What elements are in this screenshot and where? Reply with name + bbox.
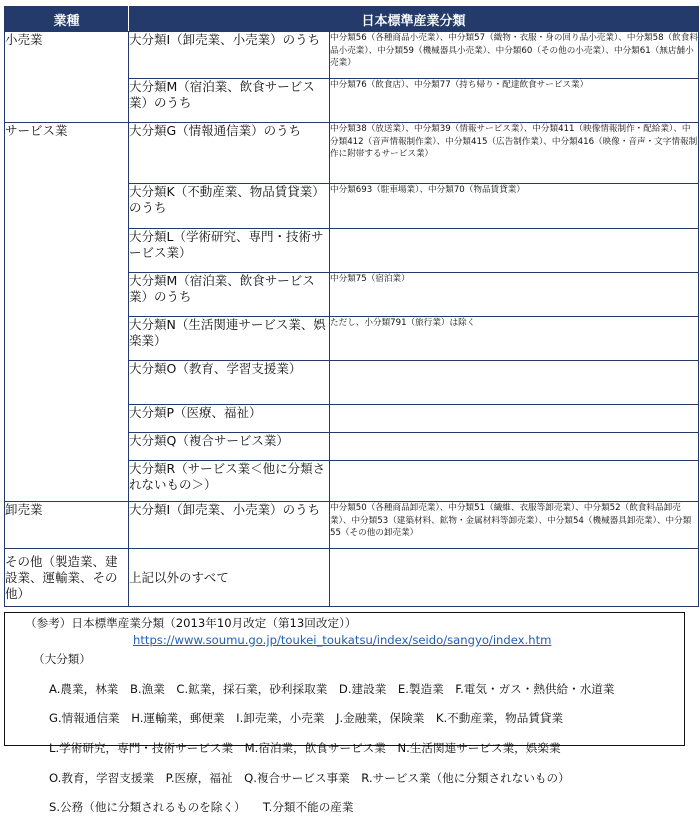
reference-title: （参考）日本標準産業分類（2013年10月改定（第13回改定）） — [25, 616, 357, 630]
major-class-cell: 大分類R（サービス業＜他に分類されないもの＞） — [129, 461, 330, 502]
mid-class-cell: ただし、小分類791（旅行業）は除く — [330, 317, 699, 361]
table-header-row — [5, 7, 699, 32]
industry-classification-table — [4, 6, 699, 607]
major-class-cell: 大分類N（生活関連サービス業、娯楽業） — [129, 317, 330, 361]
list-item: S.公務（他に分類されるものを除く） T.分類不能の産業 — [49, 800, 354, 815]
table-row — [5, 502, 699, 549]
mid-class-cell — [330, 229, 699, 273]
major-classification-heading: （大分類） — [33, 652, 91, 666]
major-class-cell: 大分類Q（複合サービス業） — [129, 433, 330, 461]
major-classification-list — [49, 667, 679, 830]
mid-class-cell: 中分類38（放送業）、中分類39（情報サービス業）、中分類411（映像情報制作・配給業）、中分類412（音声情報制作業）、中分類415（広告制作業）、中分類416（映像・音声・文字情報制作に附帯するサービス業） — [330, 123, 699, 184]
header-jsic: 日本標準産業分類 — [129, 7, 699, 32]
mid-class-cell — [330, 461, 699, 502]
mid-class-cell: 中分類75（宿泊業） — [330, 273, 699, 317]
category-retail: 小売業 — [5, 32, 129, 123]
major-class-cell: 大分類I（卸売業、小売業）のうち — [129, 32, 330, 79]
major-class-cell: 大分類M（宿泊業、飲食サービス業）のうち — [129, 79, 330, 123]
major-class-cell: 大分類K（不動産業、物品賃貸業）のうち — [129, 184, 330, 229]
major-class-cell: 大分類O（教育、学習支援業） — [129, 361, 330, 405]
mid-class-cell: 中分類50（各種商品卸売業）、中分類51（繊維、衣服等卸売業）、中分類52（飲食料品卸売業）、中分類53（建築材料、鉱物・金属材料等卸売業）、中分類54（機械器具卸売業）、中分類55（その他の卸売業） — [330, 502, 699, 549]
reference-box — [4, 612, 685, 815]
mid-class-cell — [330, 549, 699, 607]
list-item: O.教育，学習支援業 P.医療，福祉 Q.複合サービス事業 R.サービス業（他に分類されないもの） — [49, 770, 570, 785]
list-item: G.情報通信業 H.運輸業，郵便業 I.卸売業，小売業 J.金融業，保険業 K.不動産業，物品賃貸業 — [49, 711, 564, 726]
mid-class-cell — [330, 361, 699, 405]
list-item: L.学術研究，専門・技術サービス業 M.宿泊業，飲食サービス業 N.生活関連サービス業，娯楽業 — [49, 740, 561, 755]
category-other: その他（製造業、建設業、運輸業、その他） — [5, 549, 129, 607]
mid-class-cell — [330, 433, 699, 461]
mid-class-cell — [330, 405, 699, 433]
major-class-cell: 大分類I（卸売業、小売業）のうち — [129, 502, 330, 549]
table-row — [5, 549, 699, 607]
table-row — [5, 32, 699, 79]
mid-class-cell: 中分類56（各種商品小売業）、中分類57（織物・衣服・身の回り品小売業）、中分類58（飲食料品小売業）、中分類59（機械器具小売業）、中分類60（その他の小売業）、中分類61（無店舗小売業） — [330, 32, 699, 79]
header-industry: 業種 — [5, 7, 129, 32]
list-item: A.農業，林業 B.漁業 C.鉱業，採石業，砂利採取業 D.建設業 E.製造業 F.電気・ガス・熱供給・水道業 — [49, 681, 615, 696]
category-service: サービス業 — [5, 123, 129, 502]
mid-class-cell: 中分類693（駐車場業）、中分類70（物品賃貸業） — [330, 184, 699, 229]
mid-class-cell: 中分類76（飲食店）、中分類77（持ち帰り・配達飲食サービス業） — [330, 79, 699, 123]
major-class-cell: 大分類G（情報通信業）のうち — [129, 123, 330, 184]
major-class-cell: 大分類M（宿泊業、飲食サービス業）のうち — [129, 273, 330, 317]
reference-link[interactable]: https://www.soumu.go.jp/toukei_toukatsu/index/seido/sangyo/index.htm — [133, 633, 552, 647]
major-class-cell: 大分類L（学術研究、専門・技術サービス業） — [129, 229, 330, 273]
major-class-cell: 上記以外のすべて — [129, 549, 330, 607]
table-row — [5, 123, 699, 184]
category-wholesale: 卸売業 — [5, 502, 129, 549]
major-class-cell: 大分類P（医療、福祉） — [129, 405, 330, 433]
